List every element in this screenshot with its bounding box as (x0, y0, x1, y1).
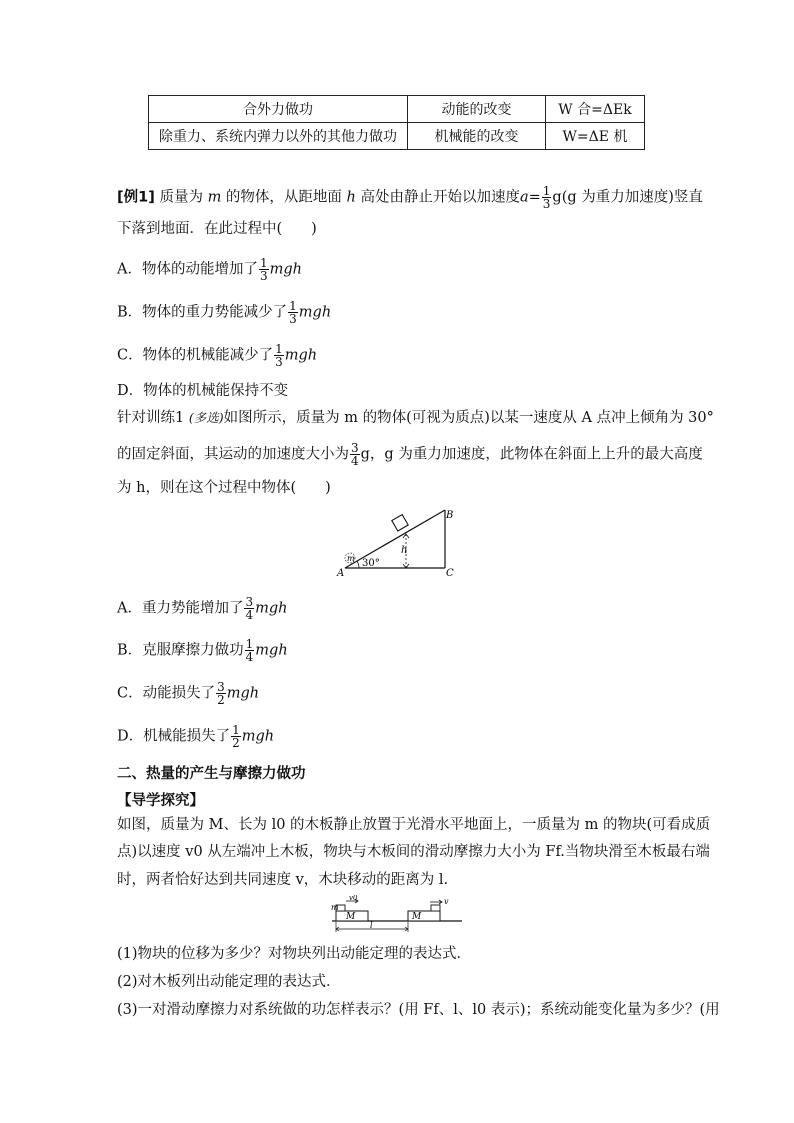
question-1: (1)物块的位移为多少？对物块列出动能定理的表达式． (117, 946, 472, 962)
accel: a= (519, 189, 541, 206)
section2-title: 二、热量的产生与摩擦力做功 (117, 766, 306, 782)
frac-num: 1 (259, 256, 268, 270)
fraction (542, 185, 552, 210)
section2-para3: 时，两者恰好达到共同速度 v，木块移动的距离为 l. (117, 872, 449, 888)
text: 的物体，从距地面 (225, 189, 342, 206)
fraction (245, 638, 255, 663)
option-expr: mgh (284, 347, 318, 364)
label-h: h (401, 545, 408, 556)
table-cell: 机械能的改变 (408, 123, 546, 150)
table-row (149, 96, 645, 123)
example1-option-b (117, 300, 331, 325)
multi-tag: (多选) (188, 410, 224, 425)
frac-den: 3 (289, 312, 297, 326)
training1-tag: 针对训练1 (117, 410, 185, 426)
label-l: l (370, 921, 373, 930)
option-text: B．克服摩擦力做功 (117, 642, 244, 659)
var-m: m (207, 189, 222, 206)
option-expr: mgh (298, 304, 332, 321)
training1-line2 (117, 442, 703, 467)
text: g(g 为重力加速度)竖直 (552, 189, 703, 206)
label-m: m (347, 554, 355, 563)
training1-line1 (117, 408, 714, 428)
fraction (244, 596, 254, 621)
option-text: C．物体的机械能减少了 (117, 347, 274, 364)
section2-para1: 如图，质量为 M、长为 l0 的木板静止放置于光滑水平地面上，一质量为 m 的物块(可看成质 (117, 817, 711, 833)
frac-num: 1 (289, 299, 297, 313)
frac-num: 3 (217, 680, 225, 694)
label-v0: v0 (349, 895, 358, 902)
text: 如图所示，质量为 m 的物体(可视为质点)以某一速度从 A 点冲上倾角为 30° (223, 410, 714, 426)
question-3: (3)一对滑动摩擦力对系统做的功怎样表示？(用 Ff、l、l0 表示)；系统动能变化量为多少？(用 (117, 1002, 720, 1018)
table-cell: 除重力、系统内弹力以外的其他力做功 (149, 123, 408, 150)
option-text: C．动能损失了 (117, 685, 216, 702)
label-a: A (337, 568, 345, 578)
frac-num: 3 (351, 441, 359, 455)
fraction (274, 343, 284, 368)
frac-den: 2 (217, 693, 225, 707)
table-cell: W=ΔE 机 (546, 123, 645, 150)
fraction (288, 300, 298, 325)
frac-num: 1 (275, 342, 283, 356)
block-board-figure (330, 895, 465, 935)
section2-subtitle: 【导学探究】 (117, 793, 204, 809)
option-expr: mgh (241, 728, 275, 745)
training1-line3: 为 h，则在这个过程中物体( ) (117, 480, 331, 496)
example1-stem-line2: 下落到地面．在此过程中( ) (117, 221, 317, 237)
training1-option-a (117, 596, 288, 621)
table-cell: W 合=ΔEk (546, 96, 645, 123)
label-v: v (444, 897, 449, 906)
frac-den: 4 (245, 608, 254, 622)
example1-option-c (117, 343, 317, 368)
training1-option-c (117, 681, 259, 706)
frac-den: 2 (232, 736, 240, 750)
option-expr: mgh (226, 685, 260, 702)
option-text: A．重力势能增加了 (117, 600, 244, 617)
frac-den: 3 (275, 355, 283, 369)
fraction (231, 724, 241, 749)
frac-den: 3 (542, 197, 551, 211)
text: 高处由静止开始以加速度 (360, 189, 520, 206)
block-final (431, 905, 440, 911)
text: 的固定斜面，其运动的加速度大小为 (117, 446, 349, 463)
fraction (216, 681, 226, 706)
option-text: D．机械能损失了 (117, 728, 231, 745)
text: 质量为 (159, 189, 203, 206)
incline-figure (335, 500, 465, 578)
fraction (350, 442, 360, 467)
frac-num: 1 (542, 184, 551, 198)
angle-arc (357, 561, 359, 568)
text: g，g 为重力加速度，此物体在斜面上上升的最大高度 (360, 446, 703, 463)
example1-tag: [例1] (117, 189, 155, 206)
frac-den: 3 (259, 269, 268, 283)
frac-den: 4 (351, 454, 359, 468)
table-row (149, 123, 645, 150)
option-expr: mgh (255, 600, 288, 617)
question-2: (2)对木板列出动能定理的表达式． (117, 974, 341, 990)
frac-num: 1 (245, 637, 254, 651)
table-cell: 合外力做功 (149, 96, 408, 123)
label-b: B (446, 510, 454, 521)
frac-num: 3 (245, 595, 254, 609)
example1-stem-line1 (117, 185, 703, 210)
option-text: B．物体的重力势能减少了 (117, 304, 288, 321)
label-c: C (446, 568, 454, 578)
example1-option-a (117, 257, 302, 282)
label-m: m (331, 903, 339, 912)
fraction (259, 257, 269, 282)
work-energy-table (148, 95, 645, 150)
training1-option-b (117, 638, 288, 663)
option-text: A．物体的动能增加了 (117, 261, 258, 278)
var-h: h (346, 189, 356, 206)
table-cell: 动能的改变 (408, 96, 546, 123)
label-M1: M (346, 912, 356, 922)
option-expr: mgh (255, 642, 288, 659)
example1-option-d: D．物体的机械能保持不变 (117, 383, 289, 399)
frac-num: 1 (232, 723, 240, 737)
frac-den: 4 (245, 650, 254, 664)
label-angle: 30° (362, 558, 380, 569)
training1-option-d (117, 724, 274, 749)
section2-para2: 点)以速度 v0 从左端冲上木板，物块与木板间的滑动摩擦力大小为 Ff.当物块滑至木板最右端 (117, 844, 710, 860)
label-M2: M (412, 912, 422, 922)
block-on-incline (392, 515, 408, 531)
option-expr: mgh (269, 261, 302, 278)
